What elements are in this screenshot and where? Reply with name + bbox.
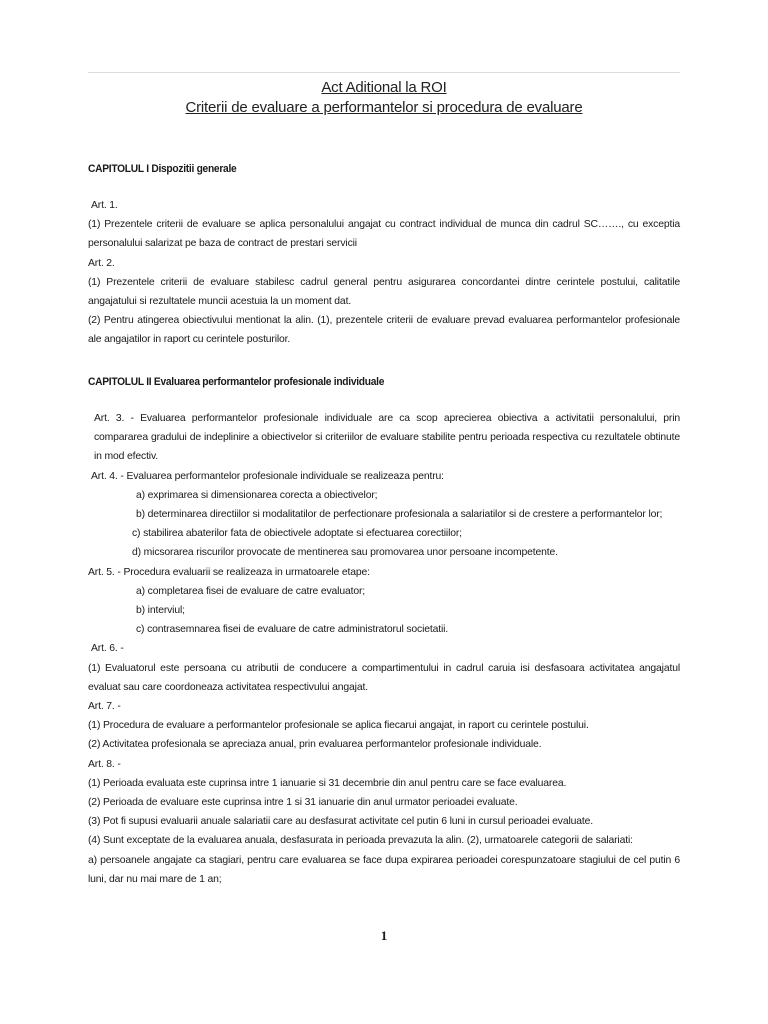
paragraph: (4) Sunt exceptate de la evaluarea anuala, desfasurata in perioada prevazuta la alin. (2), urmatoarele categorii de salariati: bbox=[88, 835, 633, 847]
article-4-title: Art. 4. - Evaluarea performantelor profesionale individuale se realizeaza pentru: bbox=[91, 470, 444, 482]
article-1-title: Art. 1. bbox=[91, 200, 118, 211]
list-item: a) completarea fisei de evaluare de catre evaluator; bbox=[136, 585, 366, 597]
chapter-2-body bbox=[88, 409, 680, 889]
paragraph: (2) Pentru atingerea obiectivului mentionat la alin. (1), prezentele criterii de evaluare prevad evaluarea performantelor profesionale ale angajatilor in raport cu cerintele posturilor. bbox=[88, 315, 680, 346]
paragraph: (2) Activitatea profesionala se apreciaza anual, prin evaluarea performantelor profesionale individuale. bbox=[88, 739, 542, 751]
list-item: b) determinarea directiilor si modalitatilor de perfectionare profesionala a salariatilor si de crestere a performantelor lor; bbox=[136, 509, 663, 521]
header-rule bbox=[88, 72, 680, 73]
document-title: Act Aditional la ROI bbox=[321, 79, 447, 96]
chapter-1-body bbox=[88, 196, 680, 350]
article-7-title: Art. 7. - bbox=[88, 701, 121, 713]
list-item: c) contrasemnarea fisei de evaluare de catre administratorul societatii. bbox=[136, 624, 449, 636]
paragraph: (1) Prezentele criterii de evaluare stabilesc cadrul general pentru asigurarea concordantei dintre cerintele postului, calitatile angajatului si rezultatele muncii acestuia la un moment dat. bbox=[88, 276, 680, 308]
paragraph: a) persoanele angajate ca stagiari, pentru care evaluarea se face dupa expirarea perioadei corespunzatoare stagiului de cel putin 6 luni, dar nu mai mare de 1 an; bbox=[88, 854, 680, 885]
paragraph: (1) Prezentele criterii de evaluare se aplica personalului angajat cu contract individual de munca din cadrul SC……., cu exceptia personalului salarizat pe baza de contract de prestari servicii bbox=[88, 219, 680, 250]
chapter-1-heading: CAPITOLUL I Dispozitii generale bbox=[88, 163, 237, 175]
article-2-title: Art. 2. bbox=[88, 257, 115, 269]
list-item: b) interviul; bbox=[136, 605, 185, 617]
article-8-title: Art. 8. - bbox=[88, 758, 121, 770]
list-item: c) stabilirea abaterilor fata de obiectivele adoptate si efectuarea corectiilor; bbox=[132, 528, 462, 540]
list-item: d) micsorarea riscurilor provocate de mentinerea sau promovarea unor persoane incompetente. bbox=[132, 547, 558, 559]
document-subtitle: Criterii de evaluare a performantelor si procedura de evaluare bbox=[185, 99, 583, 116]
paragraph: (3) Pot fi supusi evaluarii anuale salariatii care au desfasurat activitate cel putin 6 luni in cursul perioadei evaluate. bbox=[88, 816, 593, 828]
paragraph: (2) Perioada de evaluare este cuprinsa intre 1 si 31 ianuarie din anul urmator perioadei evaluate. bbox=[88, 797, 518, 809]
paragraph: (1) Perioada evaluata este cuprinsa intre 1 ianuarie si 31 decembrie din anul pentru care se face evaluarea. bbox=[88, 777, 567, 789]
page-number: 1 bbox=[380, 928, 388, 943]
article-6-title: Art. 6. - bbox=[91, 643, 124, 655]
article-3: Art. 3. - Evaluarea performantelor profesionale individuale are ca scop aprecierea obiectiva a activitatii personalului, prin compararea gradului de indeplinire a obiectivelor si criteriilor de evaluare stabilite pentru perioada respectiva cu rezultatele obtinute in mod efectiv. bbox=[94, 413, 680, 463]
article-5-title: Art. 5. - Procedura evaluarii se realizeaza in urmatoarele etape: bbox=[88, 566, 370, 578]
list-item: a) exprimarea si dimensionarea corecta a obiectivelor; bbox=[136, 489, 378, 501]
paragraph: (1) Procedura de evaluare a performantelor profesionale se aplica fiecarui angajat, in raport cu cerintele postului. bbox=[88, 720, 589, 732]
chapter-2-heading: CAPITOLUL II Evaluarea performantelor profesionale individuale bbox=[88, 376, 385, 388]
paragraph: (1) Evaluatorul este persoana cu atributii de conducere a compartimentului in cadrul caruia isi desfasoara activitatea angajatul evaluat sau care coordoneaza activitatea respectivului angajat. bbox=[88, 662, 680, 693]
